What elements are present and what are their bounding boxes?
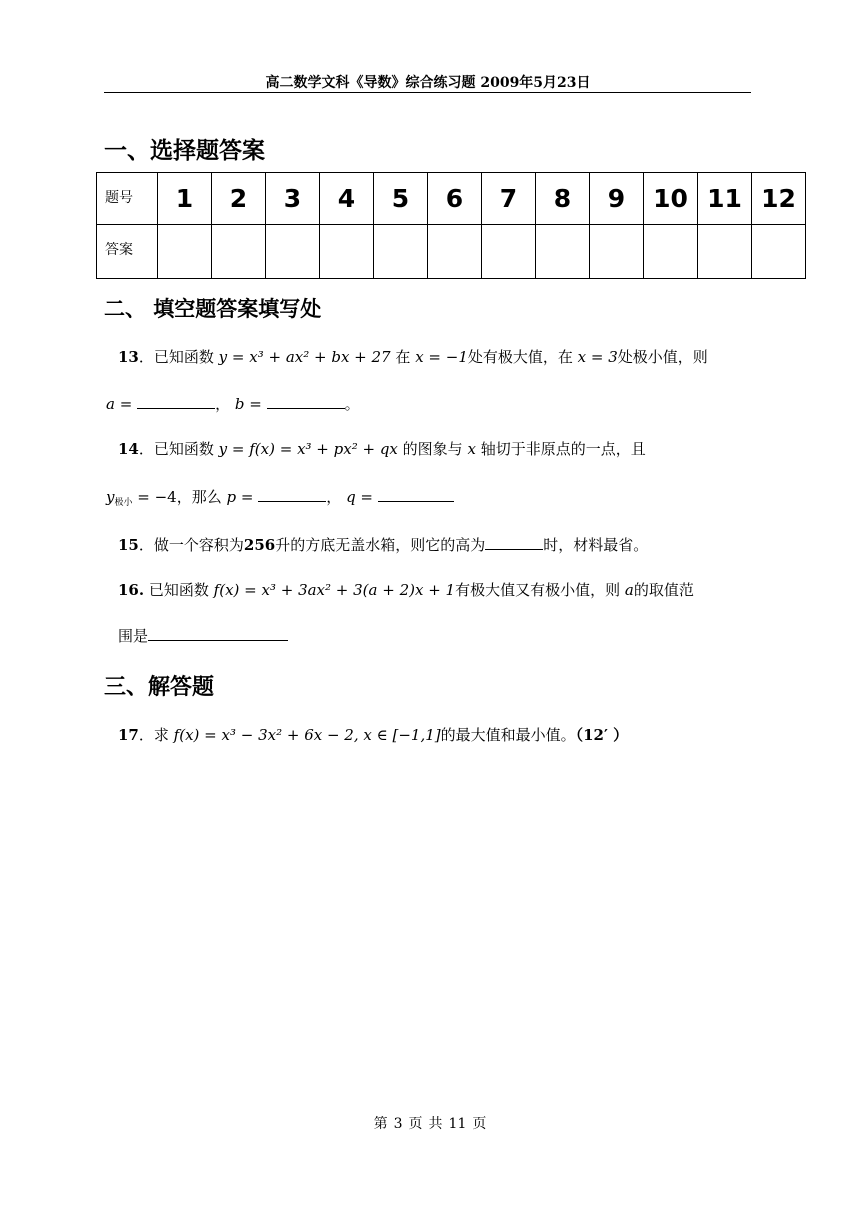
question-number-cell: 12 xyxy=(752,173,806,225)
question-number-cell: 2 xyxy=(212,173,266,225)
formula: y = f(x) = x³ + px² + qx xyxy=(218,440,398,458)
answer-blank-q[interactable] xyxy=(378,487,454,502)
page-total: 11 xyxy=(448,1116,467,1132)
question-number: 17 xyxy=(118,726,139,744)
question-number: 13 xyxy=(118,348,139,366)
answer-cell[interactable] xyxy=(482,225,536,279)
question-number-cell: 3 xyxy=(266,173,320,225)
question-13-line2: a = ， b = 。 xyxy=(106,395,360,413)
question-number-cell: 4 xyxy=(320,173,374,225)
answer-table xyxy=(96,172,806,279)
question-number-cell: 6 xyxy=(428,173,482,225)
page-footer: 第 3 页 共 11 页 xyxy=(373,1116,487,1132)
page-header: 高二数学文科《导数》综合练习题 2009年5月23日 xyxy=(265,75,591,91)
answer-cell[interactable] xyxy=(320,225,374,279)
question-number-cell: 1 xyxy=(158,173,212,225)
section-title-solve: 三、解答题 xyxy=(104,675,215,700)
question-16-line2: 围是 xyxy=(118,626,288,646)
question-number: 15 xyxy=(118,536,139,554)
page-number: 3 xyxy=(393,1116,403,1132)
answer-cell[interactable] xyxy=(266,225,320,279)
formula: f(x) = x³ − 3x² + 6x − 2, x ∈ [−1,1] xyxy=(173,726,441,744)
question-number-cell: 11 xyxy=(698,173,752,225)
question-number-cell: 9 xyxy=(590,173,644,225)
question-14-line2: $y_{极小} = -4$，那么 p = ， q = xyxy=(106,487,454,507)
question-13-line1: 13．已知函数 y = x³ + ax² + bx + 27 在 x = −1处有极大值，在 x = 3处极小值，则 xyxy=(118,348,708,366)
question-number-cell: 10 xyxy=(644,173,698,225)
answer-blank-b[interactable] xyxy=(267,394,345,409)
question-number: 16. xyxy=(118,581,145,599)
question-number-cell: 7 xyxy=(482,173,536,225)
answer-blank-a[interactable] xyxy=(137,394,215,409)
answer-cell[interactable] xyxy=(752,225,806,279)
answer-cell[interactable] xyxy=(698,225,752,279)
question-number: 14 xyxy=(118,440,139,458)
section-title-fill-in: 二、 填空题答案填写处 xyxy=(104,297,322,321)
answer-blank-range[interactable] xyxy=(148,626,288,641)
answer-cell[interactable] xyxy=(590,225,644,279)
section-title-choice: 一、选择题答案 xyxy=(104,138,265,164)
formula: y = x³ + ax² + bx + 27 xyxy=(218,348,391,366)
question-16-line1: 16. 已知函数 f(x) = x³ + 3ax² + 3(a + 2)x + 1有极大值又有极小值，则 a的取值范 xyxy=(118,581,694,599)
answer-cell[interactable] xyxy=(428,225,482,279)
row-label-question-number: 题号 xyxy=(97,173,158,225)
answer-cell[interactable] xyxy=(158,225,212,279)
question-14-line1: 14．已知函数 y = f(x) = x³ + px² + qx 的图象与 x 轴切于非原点的一点，且 xyxy=(118,440,646,458)
header-rule xyxy=(104,92,751,93)
question-17: 17．求 f(x) = x³ − 3x² + 6x − 2, x ∈ [−1,1]的最大值和最小值。（12′ ） xyxy=(118,726,629,744)
question-number-cell: 5 xyxy=(374,173,428,225)
answer-cell[interactable] xyxy=(212,225,266,279)
answer-blank-p[interactable] xyxy=(258,487,326,502)
row-label-answer: 答案 xyxy=(97,225,158,279)
question-number-cell: 8 xyxy=(536,173,590,225)
answer-cell[interactable] xyxy=(536,225,590,279)
formula: f(x) = x³ + 3ax² + 3(a + 2)x + 1 xyxy=(213,581,456,599)
answer-cell[interactable] xyxy=(374,225,428,279)
question-15: 15．做一个容积为256升的方底无盖水箱，则它的高为 时，材料最省。 xyxy=(118,536,649,554)
answer-blank-height[interactable] xyxy=(485,535,543,550)
answer-cell[interactable] xyxy=(644,225,698,279)
